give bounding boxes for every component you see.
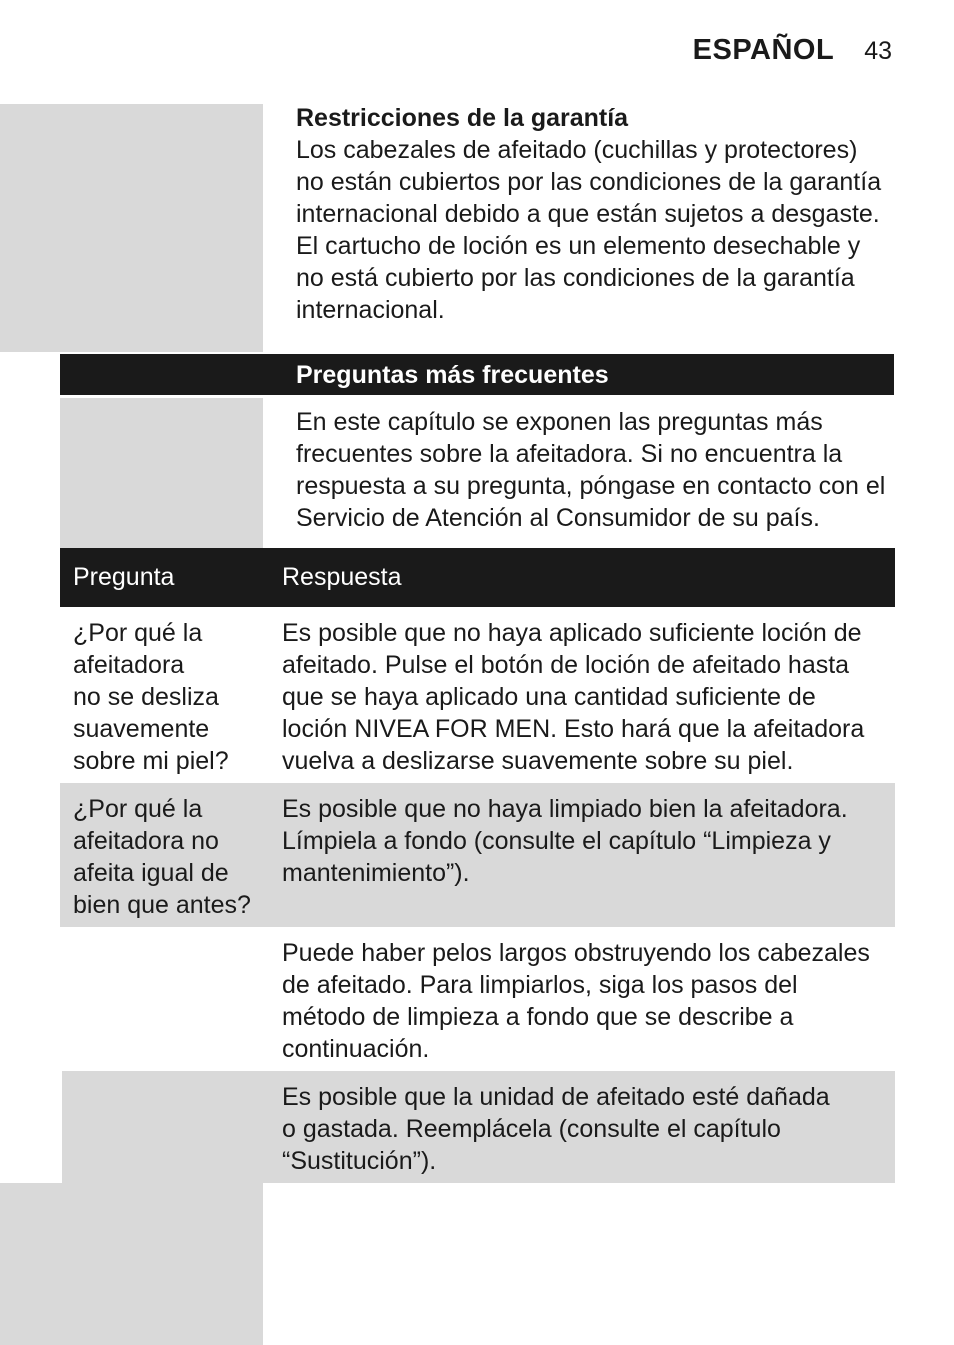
page-number: 43 <box>864 37 892 65</box>
question-line: ¿Por qué la <box>73 795 203 823</box>
answer-line: o gastada. Reemplácela (consulte el capítulo <box>282 1115 781 1143</box>
intro-line: frecuentes sobre la afeitadora. Si no encuentra la <box>296 440 843 468</box>
answer-cell <box>270 937 895 1071</box>
table-row <box>60 927 895 1071</box>
spacer <box>0 546 60 1183</box>
question-cell <box>62 1081 270 1183</box>
header-answer: Respuesta <box>282 563 402 591</box>
answer-line: Es posible que no haya limpiado bien la afeitadora. <box>282 795 848 823</box>
question-line: afeitadora <box>73 651 185 679</box>
faq-section-bar <box>60 354 894 395</box>
warranty-line: no está cubierto por las condiciones de la garantía <box>296 264 855 292</box>
warranty-line: El cartucho de loción es un elemento desechable y <box>296 232 861 260</box>
warranty-line: internacional debido a que están sujetos a desgaste. <box>296 200 880 228</box>
answer-line: Es posible que la unidad de afeitado esté dañada <box>282 1083 830 1111</box>
question-line: afeita igual de <box>73 859 229 887</box>
faq-table <box>60 548 895 1183</box>
answer-line: de afeitado. Para limpiarlos, siga los pasos del <box>282 971 798 999</box>
warranty-line: Los cabezales de afeitado (cuchillas y protectores) <box>296 136 858 164</box>
answer-cell <box>270 793 895 927</box>
spacer <box>0 398 60 546</box>
answer-line: Puede haber pelos largos obstruyendo los cabezales <box>282 939 870 967</box>
question-line: bien que antes? <box>73 891 251 919</box>
question-line: no se desliza <box>73 683 219 711</box>
page-header <box>693 34 892 67</box>
answer-cell <box>270 617 895 783</box>
warranty-line: no están cubiertos por las condiciones de la garantía <box>296 168 882 196</box>
answer-line: que se haya aplicado una cantidad suficiente de <box>282 683 816 711</box>
question-cell <box>60 617 270 783</box>
question-line: suavemente <box>73 715 210 743</box>
answer-line: Es posible que no haya aplicado suficiente loción de <box>282 619 862 647</box>
intro-line: En este capítulo se exponen las preguntas más <box>296 408 823 436</box>
answer-line: afeitado. Pulse el botón de loción de afeitado hasta <box>282 651 850 679</box>
question-cell <box>60 937 270 1071</box>
language-label: ESPAÑOL <box>692 34 835 66</box>
table-header <box>60 548 895 607</box>
intro-line: Servicio de Atención al Consumidor de su país. <box>296 504 820 532</box>
table-row <box>60 1071 895 1183</box>
faq-intro <box>296 406 896 534</box>
question-line: ¿Por qué la <box>73 619 203 647</box>
answer-line: vuelva a deslizarse suavemente sobre su piel. <box>282 747 794 775</box>
question-line: sobre mi piel? <box>73 747 229 775</box>
answer-line: Límpiela a fondo (consulte el capítulo “Limpieza y <box>282 827 831 855</box>
warranty-title: Restricciones de la garantía <box>296 104 629 132</box>
warranty-line: internacional. <box>296 296 445 324</box>
intro-line: respuesta a su pregunta, póngase en contacto con el <box>296 472 886 500</box>
answer-cell <box>270 1081 895 1183</box>
question-line: afeitadora no <box>73 827 219 855</box>
table-row <box>60 783 895 927</box>
faq-title: Preguntas más frecuentes <box>296 361 609 389</box>
answer-line: continuación. <box>282 1035 430 1063</box>
answer-line: loción NIVEA FOR MEN. Esto hará que la afeitadora <box>282 715 865 743</box>
warranty-section <box>296 102 896 326</box>
answer-line: “Sustitución”). <box>282 1147 437 1175</box>
answer-line: mantenimiento”). <box>282 859 470 887</box>
answer-line: método de limpieza a fondo que se describe a <box>282 1003 794 1031</box>
header-question: Pregunta <box>73 563 175 591</box>
question-cell <box>60 793 270 927</box>
table-row <box>60 607 895 783</box>
